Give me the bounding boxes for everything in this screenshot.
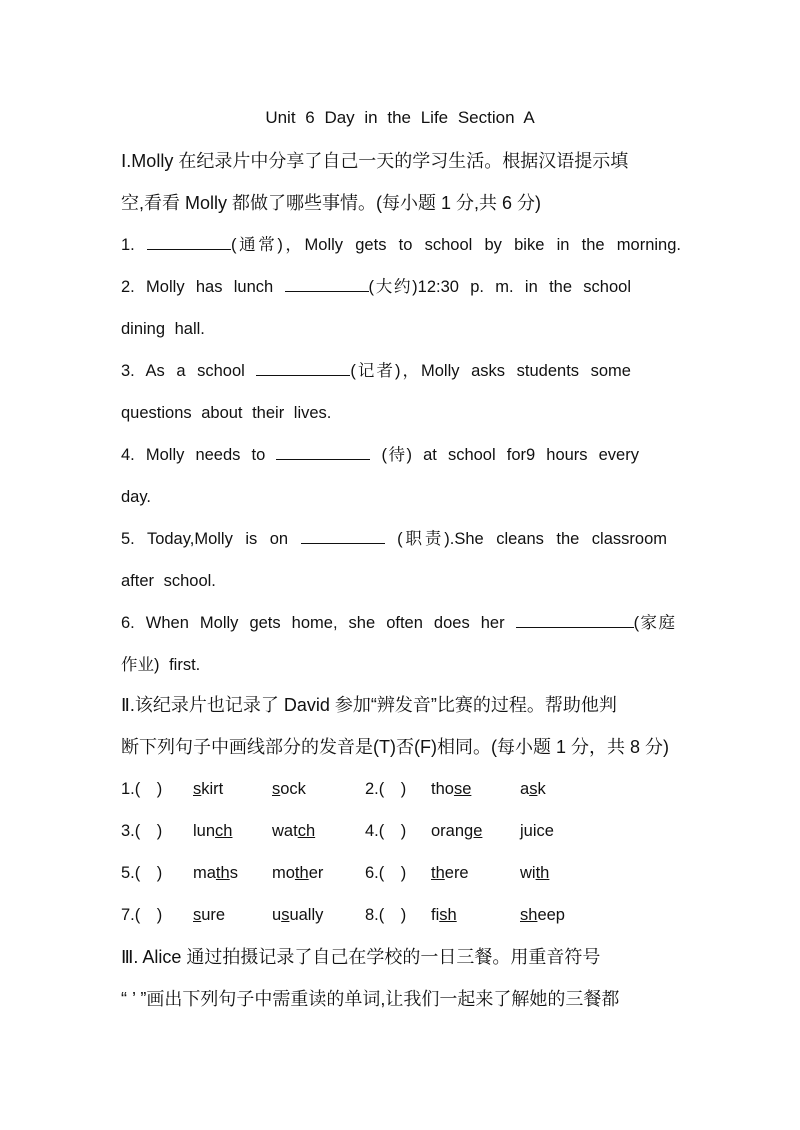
question-4-line2: day. [121,488,151,506]
underlined-sound: s [272,780,281,798]
question-3-line2: questions about their lives. [121,404,332,422]
phonics-item-7-answer[interactable]: 7.( ) [121,906,163,924]
phonics-item-8-answer[interactable]: 8.( ) [365,906,407,924]
phonics-item-4-word-1 [431,820,482,842]
phonics-item-5-word-1 [193,862,238,884]
underlined-sound: s [529,780,538,798]
section3-heading-line1: Ⅲ. Alice 通过拍摄记录了自己在学校的一日三餐。用重音符号 [121,947,601,967]
question-5-line2: after school. [121,572,216,590]
phonics-item-2-answer[interactable]: 2.( ) [365,780,407,798]
phonics-item-1-word-1 [193,778,223,800]
phonics-item-3-answer[interactable]: 3.( ) [121,822,163,840]
answer-blank-2[interactable] [285,277,369,292]
question-2 [121,276,631,298]
question-3-text: (记者)，Molly asks students some [350,362,631,380]
section2-heading-line1: Ⅱ.该纪录片也记录了 David 参加“辨发音”比赛的过程。帮助他判 [121,695,617,715]
phonics-item-6-answer[interactable]: 6.( ) [365,864,407,882]
word-part: u [272,906,282,924]
question-2-prefix: 2. Molly has lunch [121,278,285,296]
underlined-sound: th [535,864,550,882]
word-part: mo [272,864,295,882]
phonics-item-2-word-1 [431,778,471,800]
question-5-prefix: 5. Today,Molly is on [121,530,301,548]
underlined-sound: th [431,864,445,882]
word-part: tho [431,780,454,798]
answer-blank-3[interactable] [256,361,350,376]
underlined-sound: sh [520,906,538,924]
word-part: fi [431,906,440,924]
page-title: Unit 6 Day in the Life Section A [265,108,535,127]
section3-heading-line2: “ ’ ”画出下列句子中需重读的单词,让我们一起来了解她的三餐都 [121,989,620,1009]
word-part: k [537,780,546,798]
word-part: wat [272,822,298,840]
phonics-item-5-word-2 [272,862,323,884]
question-6 [121,612,675,634]
underlined-sound: s [281,906,290,924]
word-part: ually [289,906,324,924]
word-part: eep [537,906,565,924]
question-5 [121,528,667,550]
word-part: s [229,864,238,882]
underlined-sound: ch [215,822,233,840]
section1-heading-line2: 空,看看 Molly 都做了哪些事情。(每小题 1 分,共 6 分) [121,193,542,213]
answer-blank-4[interactable] [276,445,370,460]
phonics-item-3-word-1 [193,820,232,842]
phonics-item-6-word-2 [520,862,549,884]
word-part: a [520,780,530,798]
phonics-item-7-word-1 [193,904,225,926]
word-part: lun [193,822,216,840]
underlined-sound: s [193,906,202,924]
underlined-sound: se [453,780,472,798]
question-1 [121,234,681,256]
question-2-text: (大约)12:30 p. m. in the school [368,278,631,296]
word-part: kirt [201,780,224,798]
question-4 [121,444,639,466]
underlined-sound: ge [464,822,483,840]
phonics-item-3-word-2 [272,820,315,842]
answer-blank-5[interactable] [301,529,385,544]
underlined-sound: j [520,822,524,840]
underlined-sound: th [215,864,230,882]
question-4-prefix: 4. Molly needs to [121,446,277,464]
word-part: er [308,864,324,882]
answer-blank-6[interactable] [516,613,634,628]
word-part: ma [193,864,216,882]
phonics-item-4-word-2 [520,820,554,842]
phonics-item-5-answer[interactable]: 5.( ) [121,864,163,882]
section1-heading-line1: Ⅰ.Molly 在纪录片中分享了自己一天的学习生活。根据汉语提示填 [121,151,629,171]
word-part: ere [444,864,469,882]
word-part: wi [520,864,536,882]
question-4-text: (待) at school for9 hours every [370,446,639,464]
question-2-line2: dining hall. [121,320,205,338]
underlined-sound: th [294,864,309,882]
section2-heading-line2: 断下列句子中画线部分的发音是(T)否(F)相同。(每小题 1 分，共 8 分) [121,737,669,757]
question-6-text: (家庭 [633,614,675,632]
phonics-item-2-word-2 [520,778,546,800]
question-6-prefix: 6. When Molly gets home, she often does her [121,614,516,632]
word-part: ock [280,780,306,798]
underlined-sound: s [193,780,202,798]
word-part: uice [523,822,554,840]
answer-blank-1[interactable] [147,235,231,250]
phonics-item-1-word-2 [272,778,306,800]
question-3-prefix: 3. As a school [121,362,257,380]
question-1-text: (通常)，Molly gets to school by bike in the morning. [230,236,681,254]
word-part: ure [201,906,226,924]
phonics-item-8-word-2 [520,904,565,926]
question-6-line2: 作业) first. [121,656,201,674]
phonics-item-7-word-2 [272,904,323,926]
underlined-sound: sh [439,906,457,924]
phonics-item-8-word-1 [431,904,457,926]
phonics-item-4-answer[interactable]: 4.( ) [365,822,407,840]
underlined-sound: ch [297,822,316,840]
question-5-text: (职责).She cleans the classroom [384,530,667,548]
question-3 [121,360,631,382]
phonics-item-6-word-1 [431,862,469,884]
phonics-item-1-answer[interactable]: 1.( ) [121,780,163,798]
word-part: oran [431,822,465,840]
question-1-prefix: 1. [121,236,147,254]
